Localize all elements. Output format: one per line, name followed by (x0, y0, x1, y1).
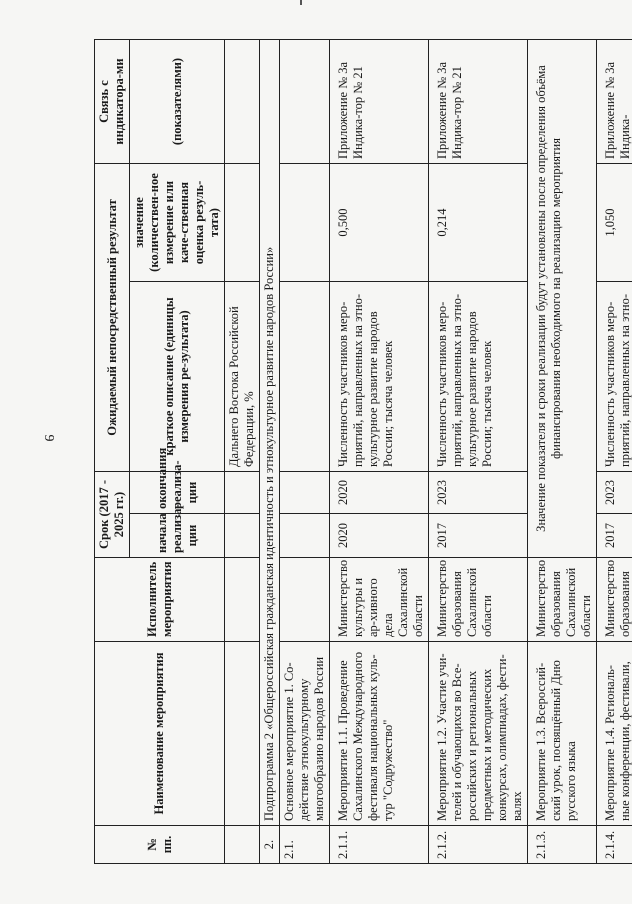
row-desc (280, 282, 330, 472)
row-executor: Министерство образования Сахалинской области (528, 558, 597, 642)
row-start: 2020 (330, 514, 429, 558)
program-table (94, 39, 632, 864)
row-start: 2017 (597, 514, 632, 558)
row-end (280, 472, 330, 514)
header-num: № пп. (95, 826, 225, 864)
row-executor: Министерство культуры и ар-хивного дела Сахалинской области (330, 558, 429, 642)
carry-over-row (225, 40, 260, 864)
row-start: 2017 (429, 514, 528, 558)
header-result-value: значение (количествен-ное измерение или каче-ственная оценка резуль-тата) (130, 164, 225, 282)
row-num: 2.1.2. (429, 826, 528, 864)
page-number: 9 (41, 434, 56, 442)
header-link: Связь с индикатора-ми (95, 40, 130, 164)
row-executor: Министерство образования (597, 558, 632, 642)
table-row (597, 40, 632, 864)
row-desc: Численность участников меро-приятий, направленных на этно- (597, 282, 632, 472)
header-term-start: начала реализа-ции (130, 514, 225, 558)
row-end: 2020 (330, 472, 429, 514)
row-name: Основное мероприятие 1. Со-действие этнокультурному многообразию народов России (280, 642, 330, 826)
header-row-1 (95, 40, 130, 864)
header-result-desc: краткое описание (единицы измерения ре-зультата) (130, 282, 225, 472)
row-start (280, 514, 330, 558)
table-row (429, 40, 528, 864)
table-row (528, 40, 597, 864)
row-value: 1,050 (597, 164, 632, 282)
header-name: Наименование мероприятия (95, 642, 225, 826)
row-value: 0,500 (330, 164, 429, 282)
rotated-table-sheet (94, 40, 632, 864)
row-desc: Численность участников меро-приятий, направленных на этно-культурное развитие народов России; тысяча человек (429, 282, 528, 472)
row-link: Приложение № 3а Индика-тор № 21 (429, 40, 528, 164)
table-row (330, 40, 429, 864)
header-executor: Исполнитель мероприятия (95, 558, 225, 642)
row-executor: Министерство образования Сахалинской области (429, 558, 528, 642)
row-end: 2023 (429, 472, 528, 514)
row-name: Мероприятие 1.4. Региональ-ные конференции, фестивали, (597, 642, 632, 826)
row-num: 2.1.4. (597, 826, 632, 864)
subprogram-row (260, 40, 280, 864)
row-name: Мероприятие 1.2. Участие учи-телей и обучающихся во Все-российских и региональных предметных и методических конкурсах, олимпиадах, фести-валях (429, 642, 528, 826)
row-name: Мероприятие 1.1. Проведение Сахалинского Международного фестиваля национальных куль-тур "Содружество" (330, 642, 429, 826)
header-term: Срок (2017 - 2025 гг.) (95, 472, 130, 558)
header-link-sub: (показателями) (130, 40, 225, 164)
table-row (280, 40, 330, 864)
row-end: 2023 (597, 472, 632, 514)
row-num: 2.1.1. (330, 826, 429, 864)
carry-over-desc: Дальнего Востока Российской Федерации, % (225, 282, 260, 472)
subprogram-num: 2. (260, 826, 280, 864)
row-num: 2.1. (280, 826, 330, 864)
row-value: 0,214 (429, 164, 528, 282)
row-value (280, 164, 330, 282)
row-executor (280, 558, 330, 642)
row-link: Приложение № 3а Индика-тор № 21 (330, 40, 429, 164)
row-desc: Численность участников меро-приятий, направленных на этно-культурное развитие народов России; тысяча человек (330, 282, 429, 472)
row-note: Значение показателя и сроки реализации будут установлены после определения объёма финансирования необходимого на реализацию мероприятия (528, 40, 597, 558)
header-result: Ожидаемый непосредственный результат (95, 164, 130, 472)
row-name: Мероприятие 1.3. Всероссий-ский урок, посвящённый Дню русского языка (528, 642, 597, 826)
row-link (280, 40, 330, 164)
row-num: 2.1.3. (528, 826, 597, 864)
header-term-end: окончания реализа-ции (130, 472, 225, 514)
row-link: Приложение № 3а Индика- (597, 40, 632, 164)
subprogram-title: Подпрограмма 2 «Общероссийская гражданская идентичность и этнокультурное развитие народов России» (260, 40, 280, 826)
